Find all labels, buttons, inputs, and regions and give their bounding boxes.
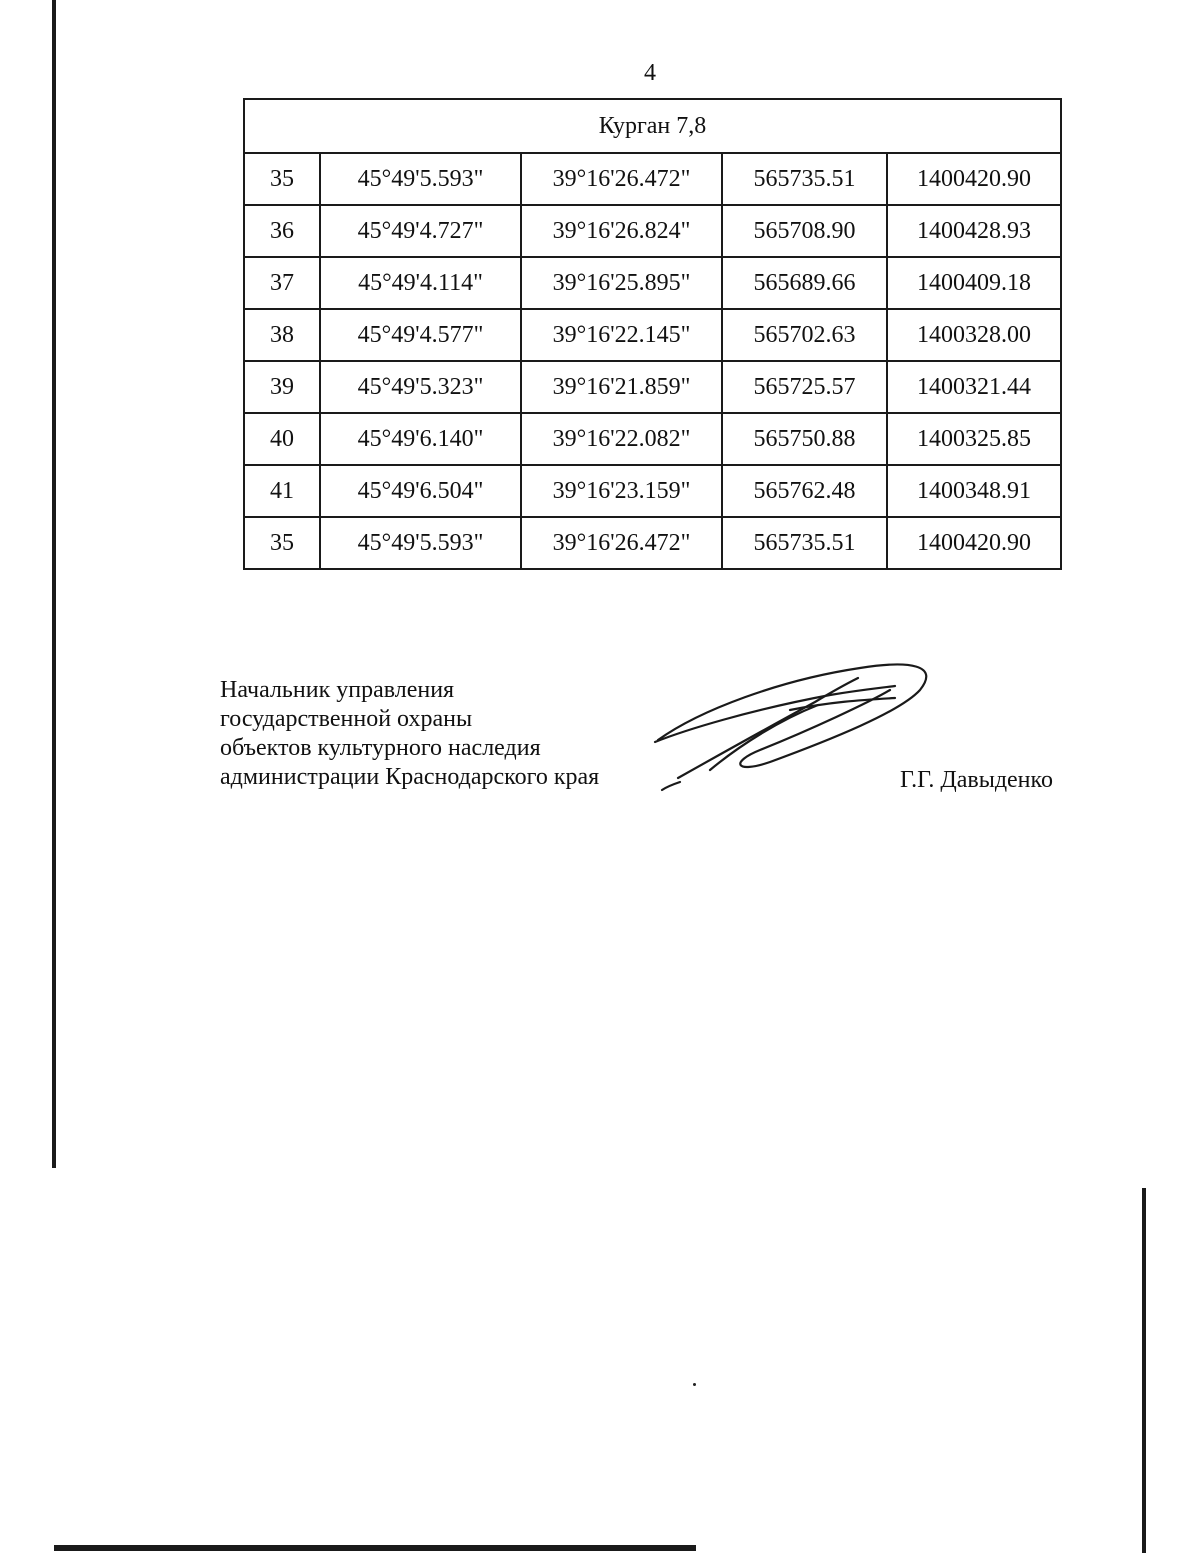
table-row bbox=[244, 309, 1061, 361]
table-section-row bbox=[244, 99, 1061, 153]
table-row bbox=[244, 205, 1061, 257]
y-coordinate-cell: 1400348.91 bbox=[887, 465, 1061, 517]
y-coordinate-cell: 1400328.00 bbox=[887, 309, 1061, 361]
table-row bbox=[244, 517, 1061, 569]
x-coordinate-cell: 565702.63 bbox=[722, 309, 887, 361]
y-coordinate-cell: 1400428.93 bbox=[887, 205, 1061, 257]
longitude-cell: 39°16'23.159" bbox=[521, 465, 722, 517]
table-row bbox=[244, 257, 1061, 309]
point-number-cell: 41 bbox=[244, 465, 320, 517]
point-number-cell: 40 bbox=[244, 413, 320, 465]
longitude-cell: 39°16'21.859" bbox=[521, 361, 722, 413]
longitude-cell: 39°16'26.472" bbox=[521, 517, 722, 569]
y-coordinate-cell: 1400325.85 bbox=[887, 413, 1061, 465]
table-row bbox=[244, 465, 1061, 517]
point-number-cell: 37 bbox=[244, 257, 320, 309]
scan-edge-left bbox=[52, 0, 56, 1168]
point-number-cell: 36 bbox=[244, 205, 320, 257]
position-line: администрации Краснодарского края bbox=[220, 764, 600, 790]
section-title: Курган 7,8 bbox=[244, 99, 1061, 153]
scan-edge-right bbox=[1142, 1188, 1146, 1553]
point-number-cell: 35 bbox=[244, 517, 320, 569]
y-coordinate-cell: 1400420.90 bbox=[887, 517, 1061, 569]
x-coordinate-cell: 565689.66 bbox=[722, 257, 887, 309]
position-line: объектов культурного наследия bbox=[220, 735, 541, 761]
longitude-cell: 39°16'26.824" bbox=[521, 205, 722, 257]
x-coordinate-cell: 565750.88 bbox=[722, 413, 887, 465]
table-row bbox=[244, 153, 1061, 205]
longitude-cell: 39°16'22.082" bbox=[521, 413, 722, 465]
latitude-cell: 45°49'4.727" bbox=[320, 205, 521, 257]
longitude-cell: 39°16'25.895" bbox=[521, 257, 722, 309]
scan-speck bbox=[693, 1383, 696, 1386]
table-row bbox=[244, 361, 1061, 413]
x-coordinate-cell: 565735.51 bbox=[722, 153, 887, 205]
point-number-cell: 39 bbox=[244, 361, 320, 413]
latitude-cell: 45°49'6.504" bbox=[320, 465, 521, 517]
latitude-cell: 45°49'5.323" bbox=[320, 361, 521, 413]
y-coordinate-cell: 1400420.90 bbox=[887, 153, 1061, 205]
page-number: 4 bbox=[644, 60, 656, 86]
x-coordinate-cell: 565735.51 bbox=[722, 517, 887, 569]
latitude-cell: 45°49'5.593" bbox=[320, 153, 521, 205]
latitude-cell: 45°49'5.593" bbox=[320, 517, 521, 569]
x-coordinate-cell: 565762.48 bbox=[722, 465, 887, 517]
signatory-position bbox=[220, 676, 599, 792]
x-coordinate-cell: 565708.90 bbox=[722, 205, 887, 257]
signer-name: Г.Г. Давыденко bbox=[900, 767, 1053, 793]
position-line: Начальник управления bbox=[220, 677, 455, 703]
position-line: государственной охраны bbox=[220, 706, 473, 732]
latitude-cell: 45°49'6.140" bbox=[320, 413, 521, 465]
y-coordinate-cell: 1400409.18 bbox=[887, 257, 1061, 309]
handwritten-signature bbox=[640, 650, 940, 800]
point-number-cell: 35 bbox=[244, 153, 320, 205]
latitude-cell: 45°49'4.577" bbox=[320, 309, 521, 361]
scan-edge-bottom bbox=[54, 1545, 696, 1551]
longitude-cell: 39°16'22.145" bbox=[521, 309, 722, 361]
coordinates-table bbox=[243, 98, 1062, 570]
y-coordinate-cell: 1400321.44 bbox=[887, 361, 1061, 413]
point-number-cell: 38 bbox=[244, 309, 320, 361]
x-coordinate-cell: 565725.57 bbox=[722, 361, 887, 413]
latitude-cell: 45°49'4.114" bbox=[320, 257, 521, 309]
table-row bbox=[244, 413, 1061, 465]
longitude-cell: 39°16'26.472" bbox=[521, 153, 722, 205]
